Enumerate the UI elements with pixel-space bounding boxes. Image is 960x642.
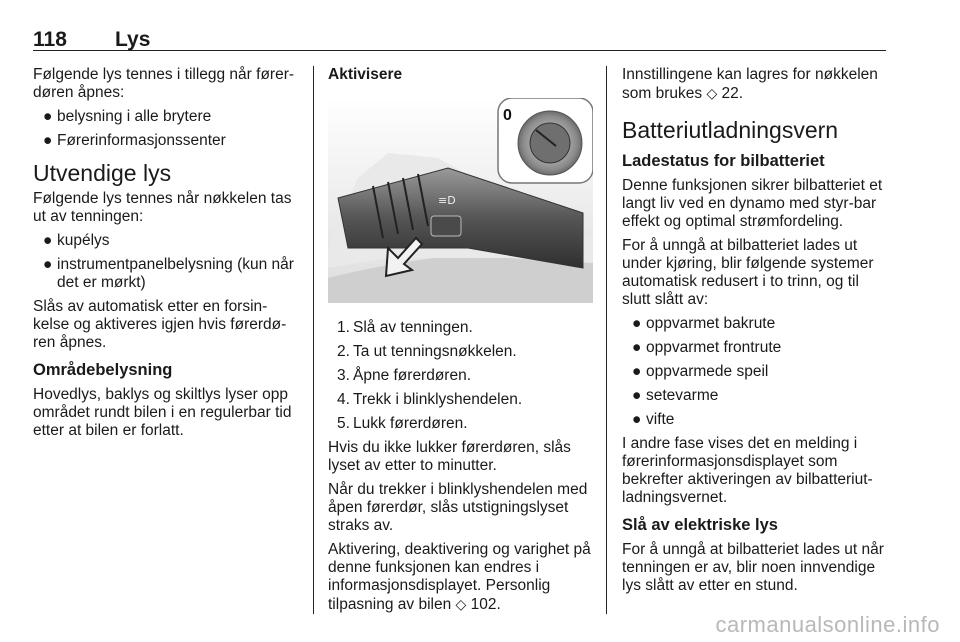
- step-item: 4. Trekk i blinklyshendelen.: [337, 391, 523, 408]
- svg-text:≡D: ≡D: [438, 194, 456, 207]
- step-text: Slå av tenningen.: [353, 319, 473, 336]
- systems-bullet-list: [622, 315, 887, 429]
- bullet-icon: ●: [43, 256, 53, 273]
- column-2: [328, 66, 593, 620]
- step-text: Ta ut tenningsnøkkelen.: [353, 343, 517, 360]
- charge-text-3: I andre fase vises det en melding i førerinformasjonsdisplayet som bekrefter aktiveringen av bilbatteriut-ladningsvernet.: [622, 435, 873, 506]
- list-item: [622, 339, 887, 357]
- intro-text: Følgende lys tennes i tillegg når fører-døren åpnes:: [33, 66, 295, 101]
- list-item: [622, 387, 887, 405]
- list-item-text: kupélys: [57, 232, 110, 249]
- list-item: [33, 108, 301, 126]
- intro-bullet-list: [33, 108, 301, 150]
- watermark: carmanualsonline.info: [715, 612, 940, 637]
- bullet-icon: ●: [43, 232, 53, 249]
- column-divider-1: [313, 66, 314, 614]
- charge-text-2: For å unngå at bilbatteriet lades ut under kjøring, blir følgende systemer automatisk redusert i to trinn, og til slutt slått av:: [622, 237, 874, 308]
- list-item-text: oppvarmet bakrute: [646, 315, 776, 332]
- list-item-text: instrumentpanelbelysning (kun når det er mørkt): [57, 256, 294, 291]
- list-item-text: oppvarmede speil: [646, 363, 769, 380]
- heading-activate: Aktivisere: [328, 66, 403, 83]
- bullet-icon: ●: [632, 363, 642, 380]
- position-zero-label: 0: [503, 107, 512, 124]
- page-ref-link[interactable]: 102.: [470, 596, 501, 613]
- step-item: 3. Åpne førerdøren.: [337, 367, 472, 384]
- list-item-text: vifte: [646, 411, 675, 428]
- heading-area-lighting: Områdebelysning: [33, 361, 173, 379]
- step-text: Trekk i blinklyshendelen.: [353, 391, 523, 408]
- step-item: 2. Ta ut tenningsnøkkelen.: [337, 343, 517, 360]
- step-text: Lukk førerdøren.: [353, 415, 468, 432]
- exit-light-note: Når du trekker i blinklyshendelen med åpen førerdør, slås utstigningslyset straks av.: [328, 481, 588, 534]
- area-text: Hovedlys, baklys og skiltlys lyser opp området rundt bilen i en regulerbar tid etter at bilen er forlatt.: [33, 386, 292, 439]
- section-title: Lys: [115, 28, 151, 51]
- auto-off-text: Slås av automatisk etter en forsin-kelse og aktiveres igjen hvis førerdø-ren åpnes.: [33, 298, 287, 351]
- list-item: [33, 232, 301, 250]
- list-item-text: oppvarmet frontrute: [646, 339, 782, 356]
- page-ref-icon: ◇: [455, 596, 467, 612]
- page-header: [33, 28, 886, 51]
- step-item: 5. Lukk førerdøren.: [337, 415, 468, 432]
- list-item-text: setevarme: [646, 387, 719, 404]
- column-1: [33, 66, 301, 446]
- heading-charge-status: Ladestatus for bilbatteriet: [622, 152, 825, 170]
- list-item-text: belysning i alle brytere: [57, 108, 212, 125]
- page-number: 118: [33, 28, 67, 51]
- bullet-icon: ●: [632, 411, 642, 428]
- personalization-note: Aktivering, deaktivering og varighet på denne funksjonen kan endres i informasjonsdisplayet. Personlig tilpasning av bilen ◇ 102.: [328, 541, 591, 613]
- auto-off-note: Hvis du ikke lukker førerdøren, slås lyset av etter to minutter.: [328, 439, 571, 474]
- electric-lights-text: For å unngå at bilbatteriet lades ut når tenningen er av, blir noen innvendige lys slått av etter en stund.: [622, 541, 884, 594]
- heading-battery-protection: Batteriutladningsvern: [622, 117, 839, 143]
- step-text: Åpne førerdøren.: [353, 367, 472, 384]
- bullet-icon: ●: [632, 387, 642, 404]
- save-settings-text: Innstillingene kan lagres for nøkkelen som brukes ◇ 22.: [622, 66, 878, 102]
- page-ref-link[interactable]: 22.: [721, 85, 744, 102]
- exterior-bullet-list: [33, 232, 301, 292]
- exterior-text: Følgende lys tennes når nøkkelen tas ut av tenningen:: [33, 190, 292, 225]
- list-item: [33, 256, 301, 292]
- list-item: [622, 315, 887, 333]
- page-ref-icon: ◇: [706, 85, 718, 101]
- column-divider-2: [606, 66, 607, 614]
- list-item: [622, 411, 887, 429]
- stalk-illustration: [328, 98, 593, 303]
- heading-exterior-lights: Utvendige lys: [33, 160, 172, 186]
- bullet-icon: ●: [43, 108, 53, 125]
- list-item: [622, 363, 887, 381]
- list-item-text: Førerinformasjonssenter: [57, 132, 226, 149]
- charge-text-1: Denne funksjonen sikrer bilbatteriet et langt liv ved en dynamo med styr-bar effekt og optimal strømfordeling.: [622, 177, 883, 230]
- step-item: 1. Slå av tenningen.: [337, 319, 473, 336]
- stalk-photo: [328, 98, 593, 303]
- bullet-icon: ●: [632, 339, 642, 356]
- column-3: [622, 66, 887, 601]
- bullet-icon: ●: [43, 132, 53, 149]
- list-item: [33, 132, 301, 150]
- bullet-icon: ●: [632, 315, 642, 332]
- activation-steps: [328, 319, 593, 433]
- heading-electric-lights: Slå av elektriske lys: [622, 516, 778, 534]
